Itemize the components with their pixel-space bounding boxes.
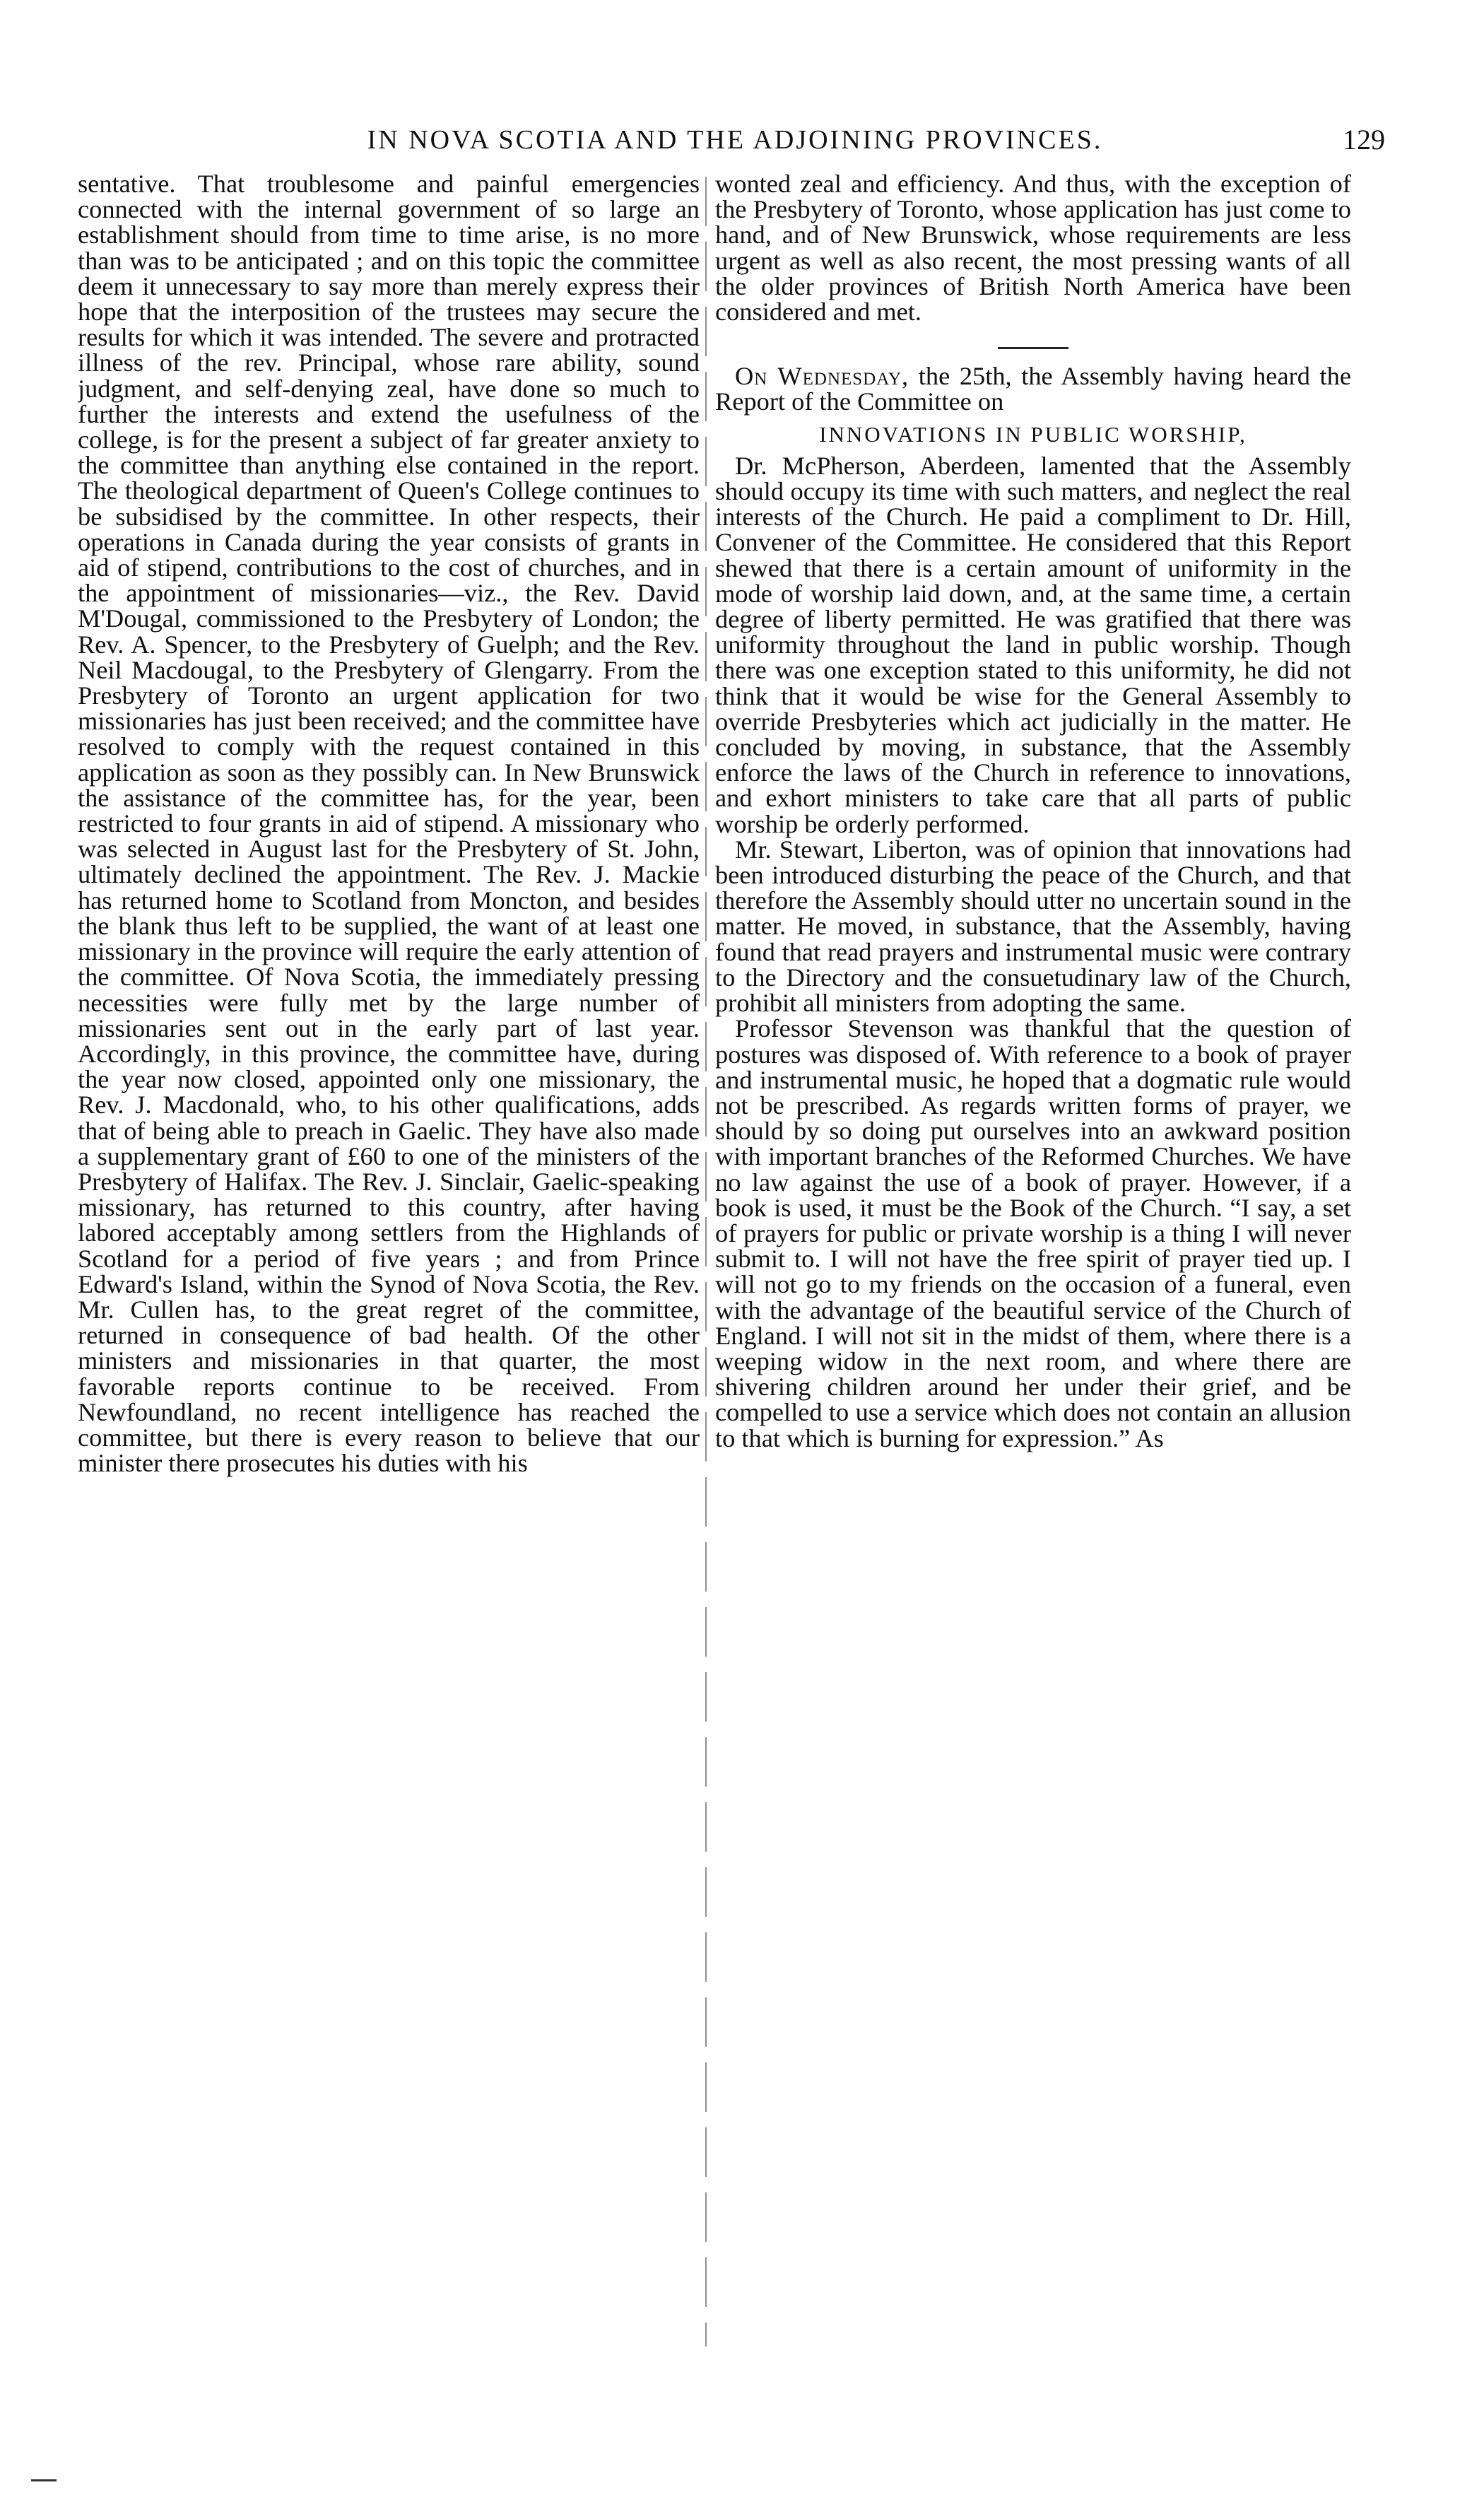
section-divider [998,347,1068,349]
page-number: 129 [1343,124,1385,155]
column-divider [705,177,707,2346]
assembly-intro [715,363,1351,414]
running-head: IN NOVA SCOTIA AND THE ADJOINING PROVINCES. [367,125,1103,155]
page-header [85,119,1385,161]
assembly-intro-rest: the 25th, the Assembly having heard the Report of the Committee on [715,362,1351,416]
left-column [78,171,700,2376]
left-paragraph-1: sentative. That troublesome and painful emergencies connected with the internal government of so large an establishment should from time to time arise, is no more than was to be anticipated ; and on this topic the committee deem it unnecessary to say more than merely express their hope that the interposition of the trustees may secure the results for which it was intended. The severe and protracted illness of the rev. Principal, whose rare ability, sound judgment, and self-denying zeal, have done so much to further the interests and extend the usefulness of the college, is for the present a subject of far greater anxiety to the committee than anything else contained in the report. The theological department of Queen's College continues to be subsidised by the committee. In other respects, their operations in Canada during the year consists of grants in aid of stipend, contributions to the cost of churches, and in the appointment of missionaries—viz., the Rev. David M'Dougal, commissioned to the Presbytery of London; the Rev. A. Spencer, to the Presbytery of Guelph; and the Rev. Neil Macdougal, to the Presbytery of Glengarry. From the Presbytery of Toronto an urgent application for two missionaries has just been received; and the committee have resolved to comply with the request contained in this application as soon as they possibly can. In New Brunswick the assistance of the committee has, for the year, been restricted to four grants in aid of stipend. A missionary who was selected in August last for the Presbytery of St. John, ultimately declined the appointment. The Rev. J. Mackie has returned home to Scotland from Moncton, and besides the blank thus left to be supplied, the want of at least one missionary in the province will require the early attention of the committee. Of Nova Scotia, the immediately pressing necessities were fully met by the large number of missionaries sent out in the early part of last year. Accordingly, in this province, the committee have, during the year now closed, appointed only one missionary, the Rev. J. Macdonald, who, to his other qualifications, adds that of being able to preach in Gaelic. They have also made a supplementary grant of £60 to one of the ministers of the Presbytery of Halifax. The Rev. J. Sinclair, Gaelic-speaking missionary, has returned to this country, after having labored acceptably among settlers from the Highlands of Scotland for a period of five years ; and from Prince Edward's Island, within the Synod of Nova Scotia, the Rev. Mr. Cullen has, to the great regret of the committee, returned in consequence of bad health. Of the other ministers and missionaries in that quarter, the most favorable reports continue to be received. From Newfoundland, no recent intelligence has reached the committee, but there is every reason to believe that our minister there prosecutes his duties with his [78,171,700,1478]
right-paragraph-mcpherson: Dr. McPherson, Aberdeen, lamented that the Assembly should occupy its time with such matters, and neglect the real interests of the Church. He paid a compliment to Dr. Hill, Convener of the Committee. He considered that this Report shewed that there is a certain amount of uniformity in the mode of worship laid down, and, at the same time, a certain degree of liberty permitted. He was gratified that there was uniformity throughout the land in public worship. Though there was one exception stated to this uniformity, he did not think that it would be wise for the General Assembly to override Presbyteries which act judicially in the matter. He concluded by moving, in substance, that the Assembly enforce the laws of the Church in reference to innovations, and exhort ministers to take care that all parts of public worship be orderly performed. [715,451,1351,838]
right-column [715,171,1351,2376]
footer-mark [31,2479,57,2481]
assembly-intro-lead: On Wednesday, [735,362,909,391]
right-paragraph-1: wonted zeal and efficiency. And thus, with the exception of the Presbytery of Toronto, whose application has just come to hand, and of New Brunswick, whose requirements are less urgent as well as also recent, the most pressing wants of all the older provinces of British North America have been considered and met. [715,171,1351,327]
right-paragraph-stevenson: Professor Stevenson was thankful that the question of postures was disposed of. With reference to a book of prayer and instrumental music, he hoped that a dogmatic rule would not be prescribed. As regards written forms of prayer, we should by so doing put ourselves into an awkward position with important branches of the Reformed Churches. We have no law against the use of a book of prayer. However, if a book is used, it must be the Book of the Church. “I say, a set of prayers for public or private worship is a thing I will never submit to. I will not have the free spirit of prayer tied up. I will not go to my friends on the occasion of a funeral, even with the advantage of the beautiful service of the Church of England. I will not sit in the midst of them, where there is a weeping widow in the next room, and where there are shivering children around her under their grief, and be compelled to use a service which does not contain an allusion to that which is burning for expression.” As [715,1014,1351,1452]
section-heading: INNOVATIONS IN PUBLIC WORSHIP, [819,421,1247,447]
right-paragraph-stewart: Mr. Stewart, Liberton, was of opinion that innovations had been introduced disturbing the peace of the Church, and that therefore the Assembly should utter no uncertain sound in the matter. He moved, in substance, that the Assembly, having found that read prayers and instrumental music were contrary to the Directory and the consuetudinary law of the Church, prohibit all ministers from adopting the same. [715,835,1351,1018]
